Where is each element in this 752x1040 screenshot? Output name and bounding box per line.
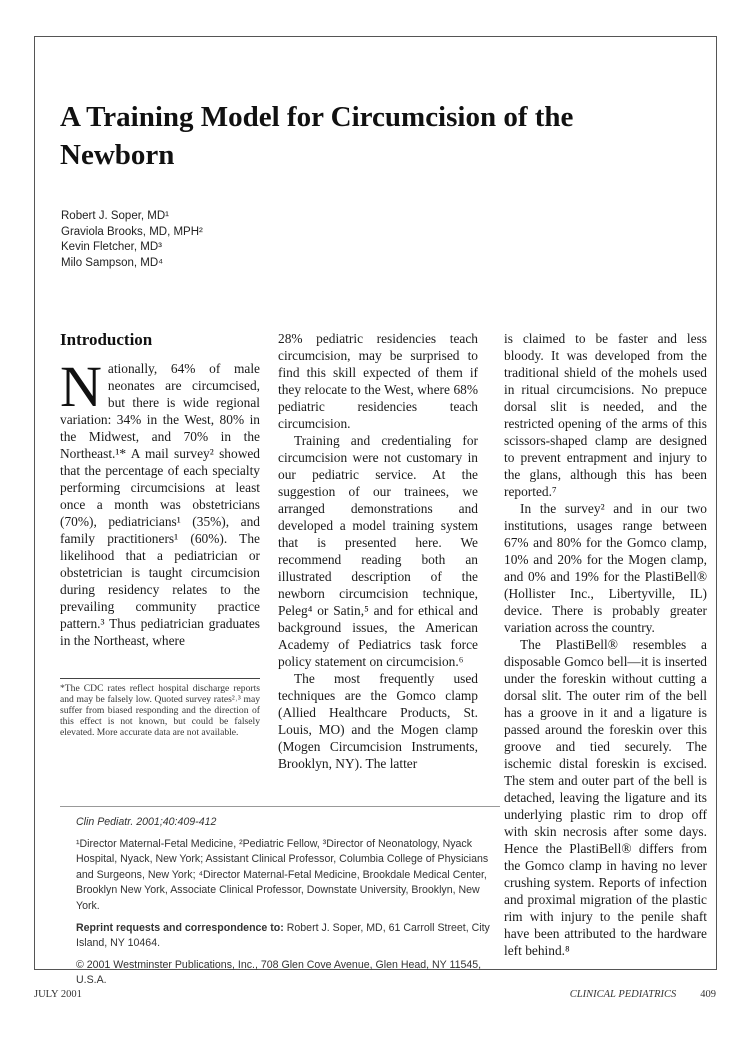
issue-date: JULY 2001	[34, 989, 82, 1000]
author-affiliations: ¹Director Maternal-Fetal Medicine, ²Pediatric Fellow, ³Director of Neonatology, Nyack Hospital, Nyack, New York; Assistant Clinical Professor, Columbia College of Physicians and Surgeons, New York; ⁴Director Maternal-Fetal Medicine, Brookdale Medical Center, Brooklyn New York, Associate Clinical Professor, Downstate University, Brooklyn, New York.	[76, 837, 489, 912]
author-name: Graviola Brooks, MD, MPH²	[61, 225, 203, 238]
author-name: Kevin Fletcher, MD³	[61, 241, 162, 253]
intro-paragraph	[60, 354, 260, 649]
footer-right	[570, 989, 716, 1000]
section-heading: Introduction	[60, 330, 153, 349]
citation-box	[60, 806, 500, 989]
paragraph: is claimed to be faster and less bloody. It was developed from the traditional shield of the mohels used in ritual circumcisions. No prepuce dorsal slit is needed, and the restricted opening of the arms of this scissors-shaped clamp are designed to prevent entrapment and injury to the glans, although this has been reported.⁷	[504, 331, 707, 499]
paragraph: The PlastiBell® resembles a disposable Gomco bell—it is inserted under the foreskin without cutting a dorsal slit. The outer rim of the bell has a groove in it and a ligature is passed around the foreskin over this groove and tied securely. The ischemic distal foreskin is excised. The stem and outer part of the bell is detached, leaving the ligature and its underlying plastic rim to drop off with skin necrosis after some days. Hence the PlastiBell® differs from the Gomco clamp in having no lever crushing system. Reports of infection and proximal migration of the plastic rim with injury to the penile shaft have been attributed to the hardware left behind.⁸	[504, 637, 707, 958]
reprint-label: Reprint requests and correspondence to:	[76, 921, 284, 934]
journal-citation: Clin Pediatr. 2001;40:409-412	[76, 816, 217, 828]
reprint-address: Robert J. Soper, MD, 61 Carroll Street, City Island, NY 10464.	[76, 921, 490, 950]
paragraph-text: ationally, 64% of male neonates are circumcised, but there is wide regional variation: 34% in the West, 80% in the Midwest, and 70% in the Northeast.¹* A mail survey² showed that the percentage of each specialty performing circumcisions at least once a month was obstetricians (70%), pediatricians¹ (35%), and family practitioners¹ (60%). The likelihood that a pediatrician or obstetrician is taught circumcision during residency relates to the prevailing community practice pattern.³ Thus pediatrician graduates in the Northeast, where	[60, 361, 260, 648]
journal-name: CLINICAL PEDIATRICS	[569, 989, 677, 1000]
body-column-3	[504, 330, 707, 959]
paragraph: In the survey² and in our two institutions, usages range between 67% and 80% for the Gomco clamp, 10% and 20% for the Mogen clamp, and 0% and 19% for the PlastiBell® (Hollister Inc., Libertyville, IL) device. There is probably greater variation across the country.	[504, 501, 707, 635]
author-name: Milo Sampson, MD⁴	[61, 256, 164, 269]
body-column-1	[60, 330, 260, 649]
footnote: *The CDC rates reflect hospital discharge reports and may be falsely low. Quoted survey rates²˒³ may suffer from biased responding and the direction of this effect is not known, but could be falsely elevated. More accurate data are not available.	[60, 683, 260, 738]
footnote-divider	[60, 678, 260, 679]
page-number: 409	[700, 989, 716, 1000]
paragraph: Training and credentialing for circumcision were not customary in our pediatric service. At the suggestion of our trainees, we arranged demonstrations and developed a model training system that is presented here. We recommend reading both an illustrated description of the newborn circumcision technique, Peleg⁴ or Satin,⁵ and for ethical and background issues, the American Academy of Pediatrics task force policy statement on circumcision.⁶	[278, 433, 478, 669]
drop-cap: N	[60, 354, 102, 419]
author-list	[61, 209, 203, 271]
article-title: A Training Model for Circumcision of the Newborn	[60, 101, 574, 171]
paragraph: 28% pediatric residencies teach circumcision, may be surprised to find this skill expected of them if they relocate to the West, where 68% pediatric residencies teach circumcision.	[278, 331, 478, 431]
author-name: Robert J. Soper, MD¹	[61, 210, 170, 222]
body-column-2	[278, 330, 478, 772]
paragraph: The most frequently used techniques are the Gomco clamp (Allied Healthcare Products, St. Louis, MO) and the Mogen clamp (Mogen Circumcision Instruments, Brooklyn, NY). The latter	[278, 671, 478, 771]
reprint-info	[76, 921, 500, 952]
copyright-notice: © 2001 Westminster Publications, Inc., 708 Glen Cove Avenue, Glen Head, NY 11545, U.S.A.	[76, 958, 482, 987]
